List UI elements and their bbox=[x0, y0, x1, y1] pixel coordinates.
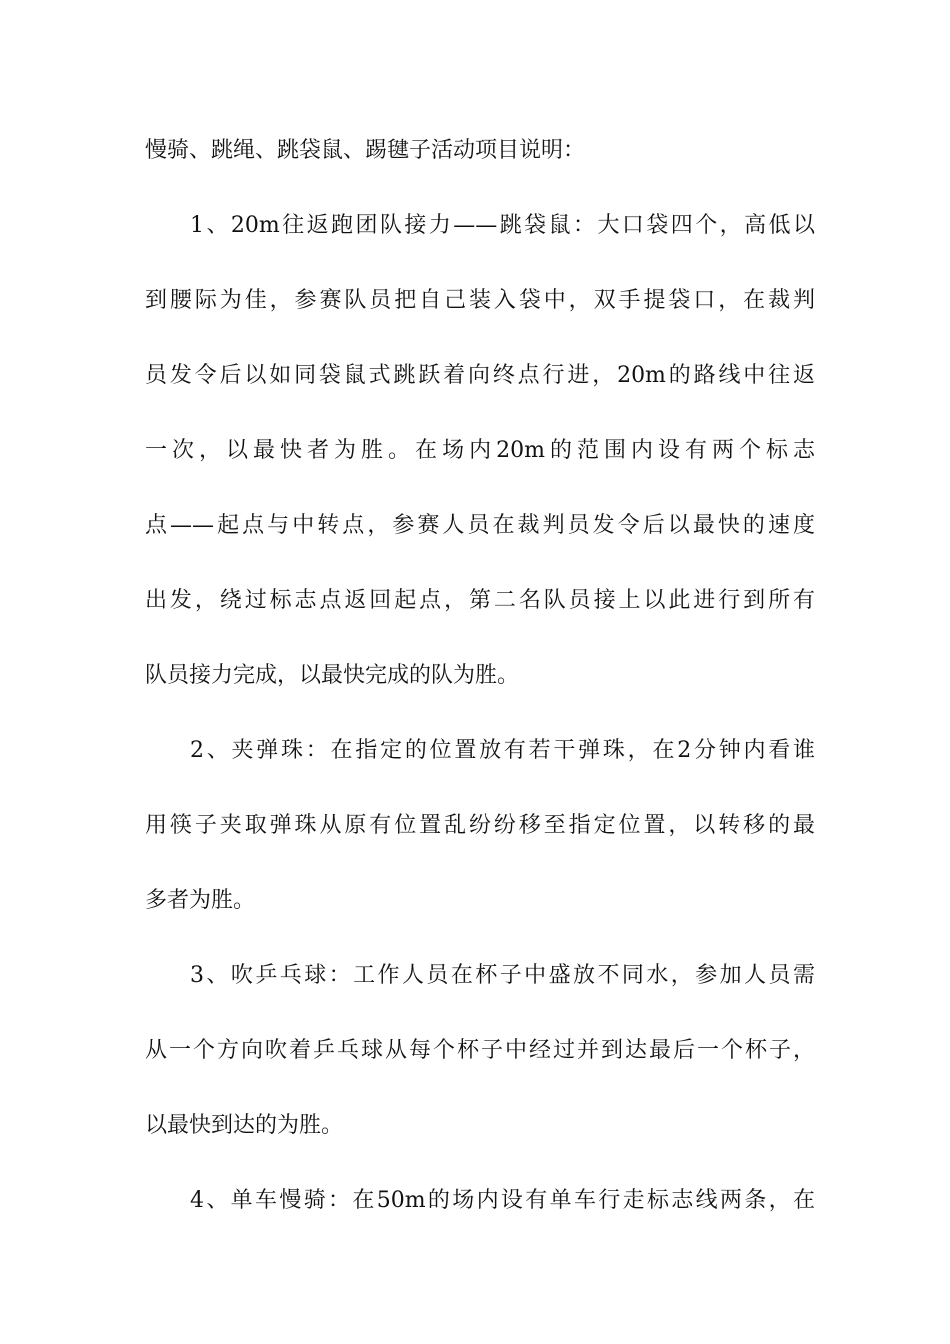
paragraph-line: 2、夹弹珠：在指定的位置放有若干弹珠，在2分钟内看谁 bbox=[190, 738, 815, 763]
paragraph-line: 以最快到达的为胜。 bbox=[145, 1113, 344, 1138]
paragraph-line: 用筷子夹取弹珠从原有位置乱纷纷移至指定位置，以转移的最 bbox=[145, 813, 815, 838]
paragraph-line: 多者为胜。 bbox=[145, 888, 256, 913]
paragraph-line: 队员接力完成，以最快完成的队为胜。 bbox=[145, 663, 520, 688]
paragraph-line: 4、单车慢骑：在50m的场内设有单车行走标志线两条，在 bbox=[190, 1188, 815, 1213]
paragraph-line: 出发，绕过标志点返回起点，第二名队员接上以此进行到所有 bbox=[145, 588, 815, 613]
paragraph-line: 3、吹乒乓球：工作人员在杯子中盛放不同水，参加人员需 bbox=[190, 963, 815, 988]
paragraph-line: 从一个方向吹着乒乓球从每个杯子中经过并到达最后一个杯子， bbox=[145, 1038, 815, 1063]
paragraph-line: 到腰际为佳，参赛队员把自己装入袋中，双手提袋口，在裁判 bbox=[145, 288, 815, 313]
paragraph-line: 一次，以最快者为胜。在场内20m的范围内设有两个标志 bbox=[145, 438, 815, 463]
document-heading: 慢骑、跳绳、跳袋鼠、踢毽子活动项目说明： bbox=[145, 138, 586, 163]
paragraph-line: 员发令后以如同袋鼠式跳跃着向终点行进，20m的路线中往返 bbox=[145, 363, 815, 388]
paragraph-line: 点——起点与中转点，参赛人员在裁判员发令后以最快的速度 bbox=[145, 513, 815, 538]
paragraph-line: 1、20m往返跑团队接力——跳袋鼠：大口袋四个，高低以 bbox=[190, 213, 815, 238]
